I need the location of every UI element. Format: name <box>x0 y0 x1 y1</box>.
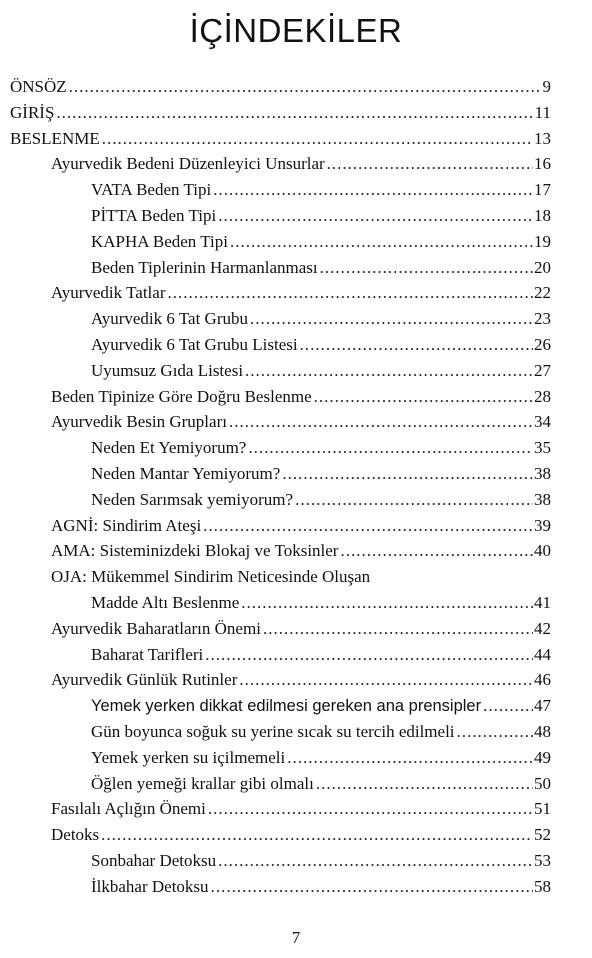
toc-leader-dots <box>218 203 533 229</box>
toc-entry <box>91 642 551 668</box>
toc-leader-dots <box>263 616 533 642</box>
toc-entry <box>91 745 551 771</box>
toc-entry-label: KAPHA Beden Tipi <box>91 231 228 251</box>
toc-entry-page: 17 <box>534 180 551 200</box>
toc-entry-page: 51 <box>534 799 551 819</box>
toc-entry <box>91 306 551 332</box>
toc-entry-page: 13 <box>534 128 551 148</box>
toc-leader-dots <box>282 461 533 487</box>
toc-entry <box>51 384 551 410</box>
toc-entry-page: 19 <box>534 231 551 251</box>
toc-entry <box>91 177 551 203</box>
toc-entry-page: 18 <box>534 205 551 225</box>
toc-entry-label: Yemek yerken su içilmemeli <box>91 747 286 767</box>
toc-entry-page: 41 <box>534 592 551 612</box>
toc-entry-page: 50 <box>534 773 551 793</box>
toc-entry-label: ÖNSÖZ <box>10 77 67 96</box>
toc-entry-page: 44 <box>534 644 551 664</box>
toc-entry <box>91 229 551 255</box>
toc-entry <box>91 358 551 384</box>
toc-entry <box>91 771 551 797</box>
toc-entry-label: Yemek yerken dikkat edilmesi gereken ana prensipler <box>91 697 482 716</box>
toc-entry <box>91 435 551 461</box>
toc-entry-label: Neden Et Yemiyorum? <box>91 438 247 458</box>
toc-entry-label: Neden Sarımsak yemiyorum? <box>91 489 294 509</box>
toc-entry-label: Uyumsuz Gıda Listesi <box>91 360 244 380</box>
toc-entry-page: 48 <box>534 721 551 741</box>
toc-entry <box>91 874 551 900</box>
toc-entry-page: 35 <box>534 438 551 458</box>
toc-entry <box>91 332 551 358</box>
toc-entry-page: 27 <box>534 360 551 380</box>
toc-entry-label: Ayurvedik Bedeni Düzenleyici Unsurlar <box>51 154 325 174</box>
toc-entry <box>51 513 551 539</box>
toc-leader-dots <box>241 590 533 616</box>
toc-entry <box>91 203 551 229</box>
toc-entry-label: OJA: Mükemmel Sindirim Neticesinde Oluşan <box>51 567 371 587</box>
toc-entry-label: Ayurvedik Tatlar <box>51 283 166 303</box>
page-number: 7 <box>291 928 301 947</box>
toc-leader-dots <box>69 74 542 100</box>
toc-entry-label: BESLENME <box>10 128 100 148</box>
toc-entry-label: Neden Mantar Yemiyorum? <box>91 463 281 483</box>
toc-entry-label: Ayurvedik Baharatların Önemi <box>51 618 261 638</box>
toc-entry-label: İlkbahar Detoksu <box>91 876 209 896</box>
toc-leader-dots <box>320 255 533 281</box>
toc-leader-dots <box>295 487 533 513</box>
toc-entry-label: Beden Tipinize Göre Doğru Beslenme <box>51 386 312 406</box>
toc-entry-page: 20 <box>534 257 551 277</box>
toc-entry-label: Ayurvedik 6 Tat Grubu <box>91 309 248 329</box>
toc-entry-label: Detoks <box>51 825 100 845</box>
toc-entry <box>91 461 551 487</box>
toc-leader-dots <box>316 771 533 797</box>
toc-leader-dots <box>102 126 533 152</box>
toc-entry-page: 11 <box>534 102 551 122</box>
toc-leader-dots <box>208 796 533 822</box>
toc-entry <box>10 126 551 152</box>
toc-entry-label: AMA: Sisteminizdeki Blokaj ve Toksinler <box>51 541 339 561</box>
toc-leader-dots <box>245 358 533 384</box>
toc-leader-dots <box>167 280 533 306</box>
toc-entry-page: 22 <box>534 283 551 303</box>
toc-leader-dots <box>205 642 533 668</box>
toc-entry <box>91 848 551 874</box>
toc-leader-dots <box>483 693 533 719</box>
toc-entry-page: 42 <box>534 618 551 638</box>
toc-entry-label: Beden Tiplerinin Harmanlanması <box>91 257 318 277</box>
toc-entry <box>10 100 551 126</box>
toc-entry <box>91 255 551 281</box>
toc-entry <box>91 693 551 719</box>
toc-entry-label: Ayurvedik Günlük Rutinler <box>51 670 238 690</box>
toc-entry-page: 52 <box>534 825 551 845</box>
toc-entry <box>91 719 551 745</box>
toc-entry <box>51 280 551 306</box>
toc-leader-dots <box>213 177 533 203</box>
toc-entry-page: 40 <box>534 541 551 561</box>
toc-entry-label: AGNİ: Sindirim Ateşi <box>51 515 202 535</box>
toc-entry-page: 26 <box>534 334 551 354</box>
toc-entry-label: PİTTA Beden Tipi <box>91 205 217 225</box>
toc-entry-page: 23 <box>534 309 551 329</box>
toc-entry <box>51 796 551 822</box>
toc-entry-page: 16 <box>534 154 551 174</box>
toc-entry <box>51 151 551 177</box>
toc-leader-dots <box>211 874 533 900</box>
table-of-contents <box>0 74 592 900</box>
toc-entry-page: 39 <box>534 515 551 535</box>
toc-entry-page: 38 <box>534 463 551 483</box>
page-title: İÇİNDEKİLER <box>189 12 403 49</box>
toc-entry-label: Madde Altı Beslenme <box>91 592 240 612</box>
toc-entry <box>51 538 551 564</box>
toc-entry-page: 9 <box>542 77 551 96</box>
toc-entry-label: Sonbahar Detoksu <box>91 850 217 870</box>
toc-entry-label: Baharat Tarifleri <box>91 644 204 664</box>
toc-entry-label: Fasılalı Açlığın Önemi <box>51 799 206 819</box>
toc-entry-page: 47 <box>534 696 551 716</box>
toc-leader-dots <box>457 719 533 745</box>
toc-entry-page: 38 <box>534 489 551 509</box>
toc-leader-dots <box>287 745 533 771</box>
toc-entry-label: Öğlen yemeği krallar gibi olmalı <box>91 773 314 793</box>
toc-entry <box>10 74 551 100</box>
toc-leader-dots <box>218 848 533 874</box>
toc-entry <box>51 822 551 848</box>
toc-entry <box>51 616 551 642</box>
toc-entry <box>91 487 551 513</box>
toc-leader-dots <box>101 822 533 848</box>
toc-entry-page: 53 <box>534 850 551 870</box>
toc-leader-dots <box>229 409 533 435</box>
toc-entry-label: GİRİŞ <box>10 102 55 122</box>
toc-entry-label: Ayurvedik Besin Grupları <box>51 412 227 432</box>
toc-entry-page: 49 <box>534 747 551 767</box>
toc-entry-page: 28 <box>534 386 551 406</box>
toc-leader-dots <box>314 384 533 410</box>
toc-entry-page: 58 <box>534 876 551 896</box>
toc-entry-label: Gün boyunca soğuk su yerine sıcak su tercih edilmeli <box>91 721 455 741</box>
toc-entry <box>51 564 551 590</box>
toc-leader-dots <box>340 538 533 564</box>
toc-leader-dots <box>230 229 533 255</box>
toc-leader-dots <box>203 513 533 539</box>
toc-entry <box>51 409 551 435</box>
toc-leader-dots <box>327 151 533 177</box>
toc-leader-dots <box>250 306 533 332</box>
toc-leader-dots <box>248 435 533 461</box>
toc-entry <box>91 590 551 616</box>
toc-entry-page: 34 <box>534 412 551 432</box>
toc-entry-label: VATA Beden Tipi <box>91 180 212 200</box>
toc-leader-dots <box>239 667 533 693</box>
toc-entry-label: Ayurvedik 6 Tat Grubu Listesi <box>91 334 298 354</box>
toc-leader-dots <box>300 332 533 358</box>
toc-leader-dots <box>56 100 533 126</box>
toc-entry-page: 46 <box>534 670 551 690</box>
toc-entry <box>51 667 551 693</box>
